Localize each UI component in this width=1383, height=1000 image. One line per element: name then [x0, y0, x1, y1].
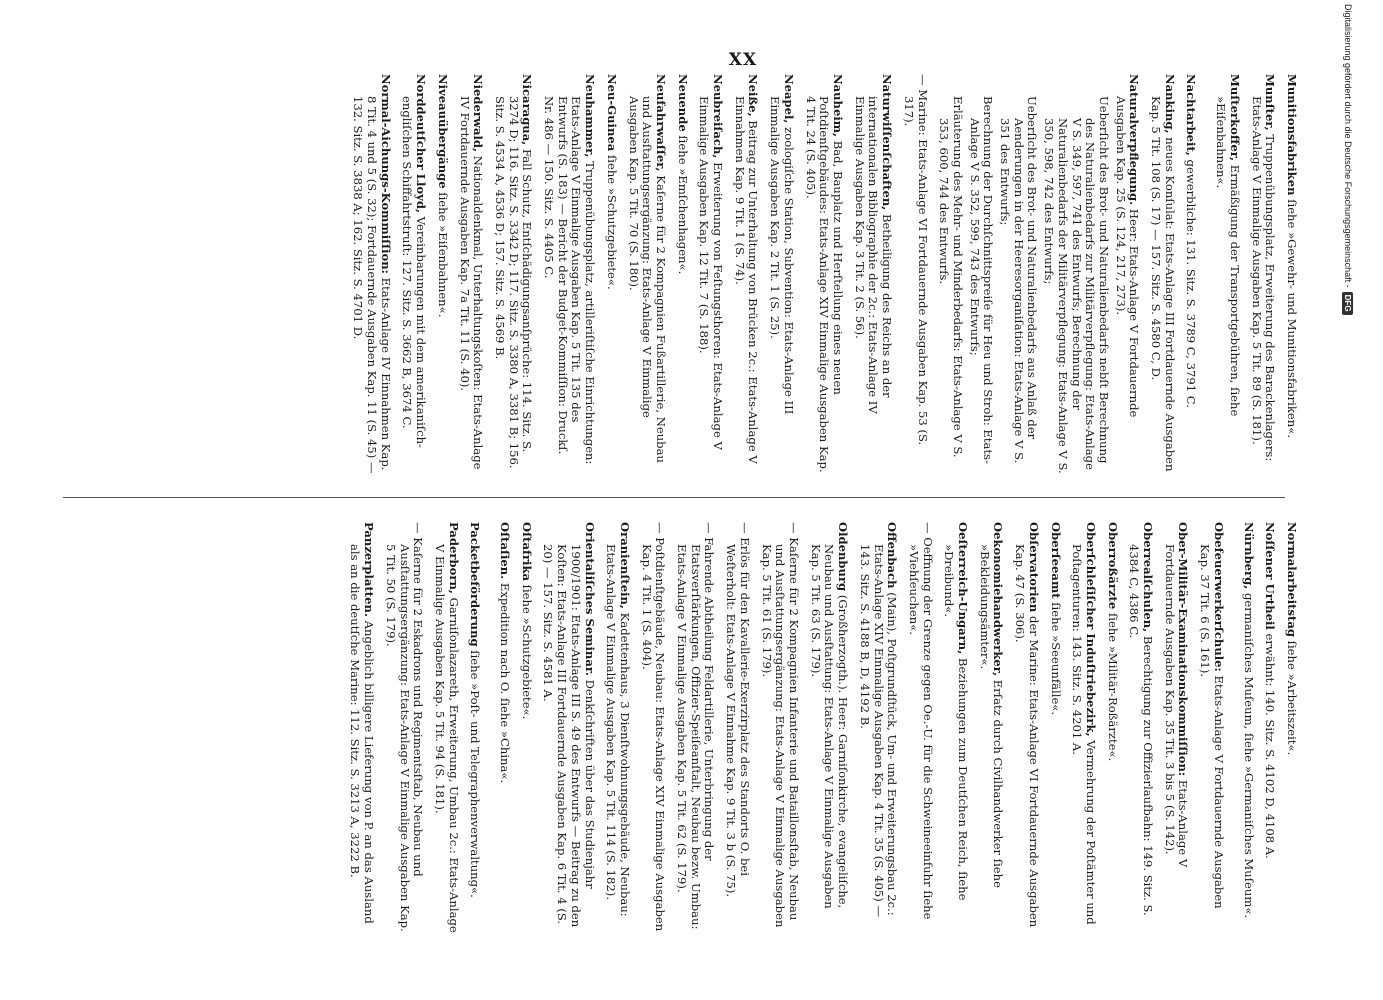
entry-text: der Marine: Etats-Anlage VI Fortdauernde Ausgaben Kap. 47 (S. 306). — [1013, 544, 1041, 928]
entry-text: — Erlös für den Kavallerie-Exerzirplatz des Standorts O. bei Weſterholt: Etats-Anlage V Einnahme Kap. 9 Tit. 3 b (S. 75). — [724, 522, 752, 898]
digitization-credit — [1342, 4, 1353, 315]
entry-headword: Niveauübergänge — [435, 74, 450, 189]
entry-text: neues Konſulat: Etats-Anlage III Fortdauernde Ausgaben Kap. 5 Tit. 108 (S. 17) — 157. Sitz. S. 4580 C, D. — [1149, 96, 1177, 472]
entry-text: ſiehe »Arbeitszeit«. — [1285, 637, 1299, 756]
entry-headword: Neufahrwaſſer, — [653, 74, 668, 172]
entry-text: Erläuterung des Mehr- und Minderbedarfs: Etats-Anlage V S. 353, 600, 744 des Entwurfs. — [937, 96, 965, 458]
entry-headword: Neiße, — [746, 74, 761, 117]
index-entry — [977, 522, 1004, 937]
index-column-right — [340, 522, 1298, 937]
entry-headword: Niederwald, — [471, 74, 486, 153]
entry-text: ſiehe »Poſt- und Telegraphenverwaltung«. — [468, 646, 483, 898]
entry-text: — Kaſerne für 2 Eskadrons und Regimentsſtab, Neubau und Ausſtattungsergänzung: Etats-Anlage V Einmalige Ausgaben Kap. 5 Tit. 50 (S. 179). — [383, 522, 426, 932]
entry-text: Vermehrung der Poſtämter und Poſtagenturen: 143. Sitz. S. 4201 A. — [1070, 544, 1098, 925]
index-entry — [400, 74, 427, 474]
index-entry — [808, 522, 849, 937]
entry-headword: Neapel, — [781, 74, 796, 124]
entry-headword: Oſtaſien. — [498, 522, 513, 580]
entry-text: Fall Schutz, Entſchädigungsanſprüche: 114. Sitz. S. 3274 D; 116. Sitz. S. 3342 D; 117. Sitz. S. 3380 A, 3381 B; 156. Sitz. S. 4534 A, 4536 D; 157. Sitz. S. 4569 B. — [492, 96, 535, 469]
entry-text: — Fahrende Abtheilung Feldartillerie, Unterbringung der Etatsverſtärkungen, Offizier-Speiſeanſtalt, Neubau bezw. Umbau: Etats-Anlage V Einmalige Ausgaben Kap. 5 Tit. 62 (S. 179). — [675, 522, 717, 930]
entry-text: ſiehe »Schutzgebiete«. — [604, 151, 619, 290]
index-entry — [383, 522, 424, 937]
entry-text: germaniſches Muſeum, ſiehe »Germaniſches Muſeum«. — [1241, 589, 1256, 919]
index-entry — [732, 74, 759, 474]
entry-text: ſiehe »Schutzgebiete«. — [519, 581, 534, 720]
index-entry — [768, 74, 795, 474]
entry-text: ſiehe »Militär-Roßärzte«. — [1105, 609, 1120, 762]
entry-text: Beitrag zur Unterhaltung von Brücken 2c.: Etats-Anlage V Einnahmen Kap. 9 Tit. 1 (S. 74). — [732, 96, 761, 464]
index-entry — [348, 522, 375, 937]
entry-headword: Nauheim, — [831, 74, 846, 138]
index-entry — [967, 74, 994, 474]
index-entry — [1184, 74, 1198, 474]
entry-headword: Munſter, — [1263, 74, 1278, 131]
entry-text: gewerbliche: 131. Sitz. S. 3789 C, 3791 C. — [1184, 155, 1199, 408]
index-entry — [639, 522, 666, 937]
entry-text: ſiehe »Emſchenhagen«. — [675, 131, 690, 275]
entry-headword: Oberſeeamt — [1048, 522, 1063, 599]
index-entry — [1284, 522, 1298, 937]
index-entry — [724, 522, 751, 937]
entry-text: Erweiterung von Feſtungsthoren: Etats-Anlage V Einmalige Ausgaben Kap. 12 Tit. 7 (S. 188). — [697, 96, 726, 450]
entry-text: Betheiligung des Reichs an der internationalen Bibliographie der 2c.: Etats-Anlage IV Einmalige Ausgaben Kap. 3 Tit. 2 (S. 56). — [852, 96, 895, 414]
entry-text: Ueberſicht des Brot- und Naturalienbedarfs aus Anlaß der Aenderungen in der Heeresorganiſation: Etats-Anlage V S. 351 des Entwurfs; — [998, 96, 1040, 464]
entry-text: (Großherzogth.). Heer: Garniſonkirche, evangeliſche, Neubau und Ausſtattung: Etats-Anlage V Einmalige Ausgaben Kap. 5 Tit. 63 (S. 179). — [808, 544, 851, 909]
entry-text: zoologiſche Station, Subvention: Etats-Anlage III Einmalige Ausgaben Kap. 2 Tit. 1 (S. 25). — [768, 96, 796, 415]
entry-headword: Nanking, — [1162, 74, 1177, 134]
entry-text: Nationaldenkmal, Unterhaltungskoſten: Etats-Anlage IV Fortdauernde Ausgaben Kap. 7a Tit. 11 (S. 40). — [457, 96, 486, 470]
entry-text: Ueberſicht des Brot- und Naturalienbedarfs nebſt Berechnung des Naturalienbedarfs zur Militärverpflegung: Etats-Anlage V S. 349, 597, 741 des Entwurfs; Berechnung der Naturalienbedarfs der Militärverpflegung: Etats-Anlage V S. 350, 598, 742 des Entwurfs; — [1042, 96, 1111, 474]
entry-text: — Oeffnung der Grenze gegen Oe.-U. für die Schweineeinfuhr ſiehe »Viehſeuchen«. — [906, 522, 935, 920]
entry-text: Bad, Bauplatz und Herſtellung eines neuen Poſtdienſtgebäudes: Etats-Anlage XIV Einmalige Ausgaben Kap. 4 Tit. 24 (S. 405). — [803, 96, 846, 473]
entry-headword: Neu-Guinea — [604, 74, 619, 152]
entry-headword: Oranienſtein, — [617, 522, 632, 609]
index-entry — [541, 522, 596, 937]
entry-headword: Obſervatorien — [1026, 522, 1041, 613]
index-entry — [1162, 522, 1189, 937]
entry-text: Garniſonlazareth, Erweiterung, Umbau 2c.: Etats-Anlage V Einmalige Ausgaben Kap. 5 Tit. 94 (S. 181). — [432, 544, 461, 933]
entry-headword: Offenbach — [885, 522, 900, 589]
entry-text: ſiehe »Seeunfälle«. — [1048, 598, 1063, 716]
entry-headword: Norddeutſcher Lloyd, — [414, 74, 429, 213]
page-number: XX — [728, 50, 758, 71]
index-entry — [997, 74, 1038, 474]
entry-headword: Oberſchleſiſcher Induſtriebezirk, — [1083, 522, 1098, 737]
index-entry — [468, 522, 482, 937]
index-entry — [604, 74, 618, 474]
entry-headword: Naturwiſſenſchaften, — [880, 74, 895, 211]
index-entry — [857, 522, 898, 937]
entry-headword: Muſterkoffer, — [1227, 74, 1242, 162]
index-entry — [432, 522, 459, 937]
entry-text: Berechtigung zur Offizierlaufbahn: 149. Sitz. S. 4384 C, 4386 C. — [1127, 544, 1156, 916]
entry-headword: Nicaragua, — [520, 74, 535, 146]
entry-text: Angeblich billigere Lieferung von P. an das Ausland als an die deutſche Marine: 112. Sitz. S. 3213 A, 3222 B. — [348, 544, 377, 924]
entry-text: Denkſchriften über das Studienjahr 1900/1901: Etats-Anlage III S. 49 des Entwurfs — Beitrag zu den Koſten: Etats-Anlage III Fortdauernde Ausgaben Kap. 6 Tit. 4 (S. 20) — 157. Sitz. S. 4581 A. — [541, 544, 597, 928]
entry-headword: Obefeuerwerkerſchule: — [1211, 522, 1226, 672]
index-entry — [435, 74, 449, 474]
entry-headword: Noſſener Urtheil — [1263, 522, 1278, 630]
index-entry — [901, 74, 928, 474]
entry-headword: Oeſterreich-Ungarn, — [956, 522, 971, 655]
entry-text: Truppenübungsplatz, Erweiterung des Barackenlagers: Etats-Anlage V Einmalige Ausgaben Kap. 5 Tit. 89 (S. 181). — [1249, 96, 1278, 462]
index-entry — [1041, 74, 1110, 474]
column-divider — [63, 497, 1285, 498]
index-entry — [1148, 74, 1175, 474]
index-entry — [942, 522, 969, 937]
index-entry — [1048, 522, 1062, 937]
entry-text: Etats-Anlage V Fortdauernde Ausgaben Kap. 37 Tit. 6 (S. 161). — [1198, 544, 1226, 909]
entry-text: Berechnung der Durchſchnittspreiſe für Heu und Stroh: Etats-Anlage V S. 352, 599, 743 des Entwurfs; — [967, 96, 996, 464]
entry-headword: Munitionsfabriken — [1285, 74, 1299, 196]
entry-headword: Nachtarbeit, — [1184, 74, 1199, 156]
entry-text: Erſatz durch Civilhandwerker ſiehe »Bekleidungsämter«. — [977, 544, 1006, 888]
index-entry — [852, 74, 893, 474]
credit-text: Digitalisierung gefördert durch die Deutsche Forschungsgemeinschaft - — [1343, 4, 1353, 288]
index-entry — [492, 74, 533, 474]
entry-text: Beziehungen zum Deutſchen Reich, ſiehe »Dreibund«. — [942, 544, 971, 901]
index-column-left — [343, 74, 1298, 474]
entry-headword: Neubreiſach, — [711, 74, 726, 159]
entry-text: Ermäßigung der Transportgebühren, ſiehe »Eiſenbahnen«. — [1214, 96, 1242, 417]
index-entry — [1213, 74, 1240, 474]
index-entry — [674, 522, 715, 937]
index-entry — [1263, 522, 1277, 937]
entry-text: Etats-Anlage V Fortdauernde Ausgaben Kap. 35 Tit. 3 bis 5 (S. 142). — [1162, 544, 1191, 868]
entry-text: — Poſtdienſtgebäude, Neubau: Etats-Anlage XIV Einmalige Ausgaben Kap. 4 Tit. 1 (S. 404). — [639, 522, 668, 932]
entry-text: — Kaſerne für 2 Kompagnien Infanterie und Bataillonsſtab, Neubau und Ausſtattungsergänzung: Etats-Anlage V Einmalige Ausgaben Kap. 5 Tit. 61 (S. 179). — [759, 522, 802, 928]
entry-text: Etats-Anlage IV Einnahmen Kap. 8 Tit. 4 und 5 (S. 32); Fortdauernde Ausgaben Kap. 11 (S. 45) — 132. Sitz. S. 3838 A; 162. Sitz. S. 4701 D. — [351, 96, 393, 474]
dfg-logo: DFG — [1342, 292, 1353, 315]
entry-text: — Marine: Etats-Anlage VI Fortdauernde Ausgaben Kap. 53 (S. 317). — [901, 74, 930, 446]
entry-headword: Paderborn, — [446, 522, 461, 594]
entry-text: ſiehe »Gewehr- und Munitionsfabriken«. — [1285, 195, 1299, 439]
index-entry — [1241, 522, 1255, 937]
entry-headword: Naturalverpflegung. — [1127, 74, 1142, 206]
index-entry — [351, 74, 392, 474]
index-entry — [906, 522, 933, 937]
entry-headword: Normalarbeitstag — [1285, 522, 1299, 637]
index-entry — [541, 74, 596, 474]
entry-text: Kadettenhaus, 3 Dienſtwohnungsgebäude, Neubau: Etats-Anlage V Einmalige Ausgaben Kap. 5 Tit. 114 (S. 182). — [604, 544, 632, 917]
entry-text: (Main), Poſtgrundſtück, Um- und Erweiterungsbau 2c.: Etats-Anlage XIV Einmalige Ausgaben Kap. 4 Tit. 35 (S. 405) — 143. Sitz. S. 4188 B, D, 4192 B. — [857, 544, 900, 918]
entry-headword: Neuende — [675, 74, 690, 132]
entry-headword: Neuhammer, — [583, 74, 598, 158]
index-entry — [937, 74, 964, 474]
index-entry — [626, 74, 667, 474]
index-entry — [759, 522, 800, 937]
entry-text: Truppenübungsplatz, artilleriſtiſche Einrichtungen: Etats-Anlage V Einmalige Ausgaben Kap. 5 Tit. 135 des Entwurfs (S. 183) — Bericht der Budget-Kommiſſion: Druckſ. Nr. 486 — 150. Sitz. S. 4405 C. — [542, 96, 598, 465]
entry-text: Expedition nach O. ſiehe »China«. — [498, 579, 513, 784]
index-entry — [1105, 522, 1119, 937]
index-entry — [604, 522, 631, 937]
entry-headword: Orientaliſches Seminar. — [582, 522, 597, 676]
index-entry — [803, 74, 844, 474]
entry-text: Kaſerne für 2 Kompagnien Fußartillerie, Neubau und Ausſtattungsergänzung: Etats-Anlage V Einmalige Ausgaben Kap. 5 Tit. 70 (S. 180). — [626, 96, 668, 463]
entry-headword: Ober-Militär-Examinationskommiſſion: — [1176, 522, 1191, 777]
entry-headword: Panzerplatten. — [362, 522, 377, 617]
entry-headword: Oberroßärzte — [1105, 522, 1120, 610]
entry-headword: Oberrealſchulen, — [1141, 522, 1156, 633]
index-entry — [1127, 522, 1154, 937]
entry-headword: Packetbeförderung — [468, 522, 483, 647]
entry-headword: Nürnberg, — [1241, 522, 1256, 590]
index-entry — [497, 522, 511, 937]
index-entry — [1113, 74, 1140, 474]
entry-text: Vereinbarungen mit dem amerikaniſch-engliſchen Schiffahrtstruſt: 127. Sitz. S. 3662 B, 3674 C. — [400, 96, 429, 448]
entry-text: erwähnt: 140. Sitz. S. 4102 D, 4108 A. — [1263, 629, 1278, 859]
entry-text: Heer: Etats-Anlage V Fortdauernde Ausgaben Kap. 25 (S. 124, 217, 273). — [1113, 96, 1142, 418]
index-entry — [1070, 522, 1097, 937]
entry-headword: Oſtafrika — [519, 522, 534, 581]
entry-headword: Oldenburg — [836, 522, 851, 592]
index-entry — [1249, 74, 1276, 474]
entry-headword: Normal-Aichungs-Kommiſſion: — [378, 74, 393, 274]
index-entry — [697, 74, 724, 474]
index-entry — [1284, 74, 1298, 474]
index-entry — [519, 522, 533, 937]
index-entry — [675, 74, 689, 474]
entry-text: ſiehe »Eiſenbahnen«. — [435, 188, 450, 318]
index-entry — [1197, 522, 1224, 937]
index-entry — [1012, 522, 1039, 937]
index-entry — [457, 74, 484, 474]
entry-headword: Oekonomiehandwerker, — [991, 522, 1006, 677]
